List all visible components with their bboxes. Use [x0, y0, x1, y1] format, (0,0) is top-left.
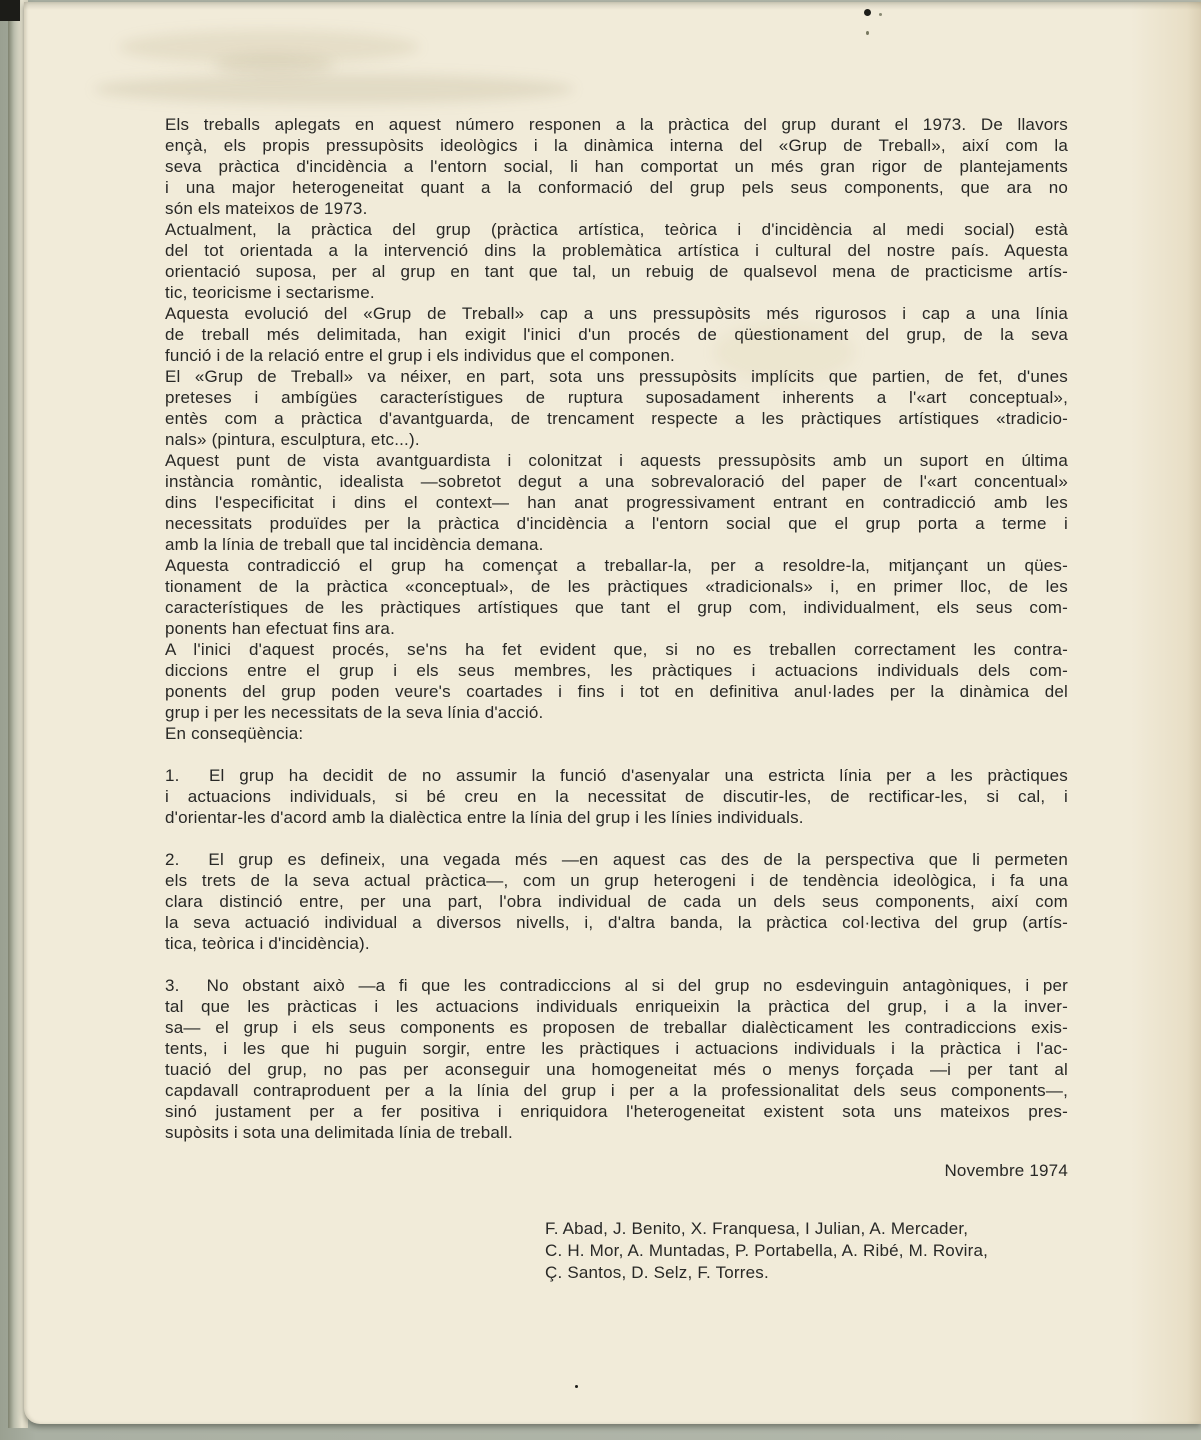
text-line: sa— el grup i els seus components es proposen de treballar dialècticament les contradiccions exis-: [165, 1018, 1068, 1037]
text-line: i actuacions individuals, si bé creu en la necessitat de discutir-les, de rectificar-les, si cal, i: [165, 787, 1068, 806]
paper-stain: [94, 74, 574, 104]
text-line: 1. El grup ha decidit de no assumir la funció d'asenyalar una estricta línia per a les pràctiques: [165, 766, 1068, 785]
ink-speck: [866, 31, 869, 35]
text-line: amb la línia de treball que tal incidència demana.: [165, 535, 544, 554]
text-line: de treball més delimitada, han exigit l'inici d'un procés de qüestionament del grup, de la seva: [165, 325, 1068, 344]
text-line: tal que les pràcticas i les actuacions individuals enriqueixin la pràctica del grup, i a la inver-: [165, 997, 1068, 1016]
text-line: la seva actuació individual a diversos nivells, i, d'altra banda, la pràctica col·lectiva del grup (artís-: [165, 913, 1068, 932]
text-line: clara distinció entre, per una part, l'obra individual de cada un dels seus components, així com: [165, 892, 1068, 911]
signature-line: F. Abad, J. Benito, X. Franquesa, I Julian, A. Mercader,: [545, 1219, 969, 1238]
signatures-block: [165, 1218, 1068, 1284]
text-line: 3. No obstant això —a fi que les contradiccions al si del grup no esdevinguin antagòniques, i per: [165, 976, 1068, 995]
date-line: Novembre 1974: [944, 1161, 1068, 1180]
paragraph: [165, 723, 1068, 744]
paragraph: [165, 555, 1068, 639]
text-line: sinó justament per a fer positiva i enriquidora l'heterogeneitat existent sota uns mateixos pres-: [165, 1102, 1068, 1121]
text-line: els trets de la seva actual pràctica—, com un grup heterogeni i de tendència ideològica, i fa una: [165, 871, 1068, 890]
signature-line: C. H. Mor, A. Muntadas, P. Portabella, A. Ribé, M. Rovira,: [545, 1241, 989, 1260]
paragraph: [165, 975, 1068, 1143]
text-line: ponents del grup poden veure's coartades i fins i tot en definitiva anul·lades per la dinàmica del: [165, 682, 1068, 701]
text-line: instància romàntic, idealista —sobretot degut a una sobrevaloració del paper de l'«art concentual»: [165, 472, 1068, 491]
text-line: supòsits i sota una delimitada línia de treball.: [165, 1123, 513, 1142]
text-line: diccions entre el grup i els seus membres, les pràctiques i actuacions individuals dels com-: [165, 661, 1068, 680]
signature-line: Ç. Santos, D. Selz, F. Torres.: [545, 1263, 769, 1282]
paragraph: [165, 849, 1068, 954]
text-line: seva pràctica d'incidència a l'entorn social, li han comportat un més gran rigor de plantejaments: [165, 157, 1068, 176]
text-line: característiques de les pràctiques artístiques que tant el grup com, individualment, els seus com-: [165, 598, 1068, 617]
text-line: necessitats produïdes per la pràctica d'incidència a l'entorn social que el grup porta a terme i: [165, 514, 1068, 533]
paper-stain: [119, 30, 419, 64]
text-line: entès com a pràctica d'avantguarda, de trencament respecte a les pràctiques artístiques «tradicio-: [165, 409, 1068, 428]
text-line: Aquesta contradicció el grup ha començat a treballar-la, per a resoldre-la, mitjançant un qües-: [165, 556, 1068, 575]
text-line: són els mateixos de 1973.: [165, 199, 368, 218]
paragraph: [165, 639, 1068, 723]
text-line: funció i de la relació entre el grup i els individus que el componen.: [165, 346, 675, 365]
paragraph: [165, 114, 1068, 219]
text-line: grup i per les necessitats de la seva línia d'acció.: [165, 703, 544, 722]
text-line: ponents han efectuat fins ara.: [165, 619, 395, 638]
paragraph: [165, 303, 1068, 366]
ink-speck: [575, 1385, 578, 1388]
paper-stain: [214, 54, 334, 76]
text-line: Aquesta evolució del «Grup de Treball» cap a uns pressupòsits més rigurosos i cap a una línia: [165, 304, 1068, 323]
ink-speck: [879, 13, 882, 16]
text-line: tents, i les que hi puguin sorgir, entre les pràctiques i actuacions individuals i la pràctica i l'ac-: [165, 1039, 1068, 1058]
paragraph: [165, 366, 1068, 450]
text-line: i una major heterogeneitat quant a la conformació del grup pels seus components, que ara no: [165, 178, 1068, 197]
text-line: En conseqüència:: [165, 724, 304, 743]
page-top-shading: [24, 2, 1201, 10]
text-block: [165, 114, 1068, 1284]
text-line: nals» (pintura, esculptura, etc...).: [165, 430, 420, 449]
scan-corner-mark: [0, 0, 20, 21]
text-line: capdavall contraproduent per a la línia del grup i per a la professionalitat dels seus components—,: [165, 1081, 1068, 1100]
text-line: tica, teòrica i d'incidència).: [165, 934, 370, 953]
text-line: Actualment, la pràctica del grup (pràctica artística, teòrica i d'incidència al medi social) està: [165, 220, 1068, 239]
text-line: 2. El grup es defineix, una vegada més —en aquest cas des de la perspectiva que li permeten: [165, 850, 1068, 869]
ink-speck: [864, 9, 871, 16]
paragraph: [165, 219, 1068, 303]
text-line: tuació del grup, no pas per aconseguir una homogeneitat més o menys forçada —i per tant al: [165, 1060, 1068, 1079]
text-line: d'orientar-les d'acord amb la dialèctica entre la línia del grup i les línies individuals.: [165, 808, 804, 827]
text-line: Els treballs aplegats en aquest número responen a la pràctica del grup durant el 1973. De llavors: [165, 115, 1068, 134]
page-right-shading: [1131, 2, 1201, 1424]
text-line: tionament de la pràctica «conceptual», de les pràctiques «tradicionals» i, en primer lloc, de les: [165, 577, 1068, 596]
text-line: A l'inici d'aquest procés, se'ns ha fet evident que, si no es treballen correctament les contra-: [165, 640, 1068, 659]
text-line: tic, teoricisme i sectarisme.: [165, 283, 375, 302]
text-line: del tot orientada a la intervenció dins la problemàtica artística i cultural del nostre país. Aquesta: [165, 241, 1068, 260]
text-line: ençà, els propis pressupòsits ideològics i la dinàmica interna del «Grup de Treball», així com la: [165, 136, 1068, 155]
text-line: Aquest punt de vista avantguardista i colonitzat i aquests pressupòsits amb un suport en última: [165, 451, 1068, 470]
paragraph: [165, 765, 1068, 828]
text-line: orientació suposa, per al grup en tant que tal, un rebuig de qualsevol mena de practicisme artís-: [165, 262, 1068, 281]
text-line: El «Grup de Treball» va néixer, en part, sota uns pressupòsits implícits que partien, de fet, d'unes: [165, 367, 1068, 386]
paragraph: [165, 450, 1068, 555]
text-line: preteses i ambígües característigues de ruptura suposadament inherents a l'«art conceptual»,: [165, 388, 1068, 407]
text-line: dins l'especificitat i dins el context— han anat progressivament entrant en contradicció amb les: [165, 493, 1068, 512]
